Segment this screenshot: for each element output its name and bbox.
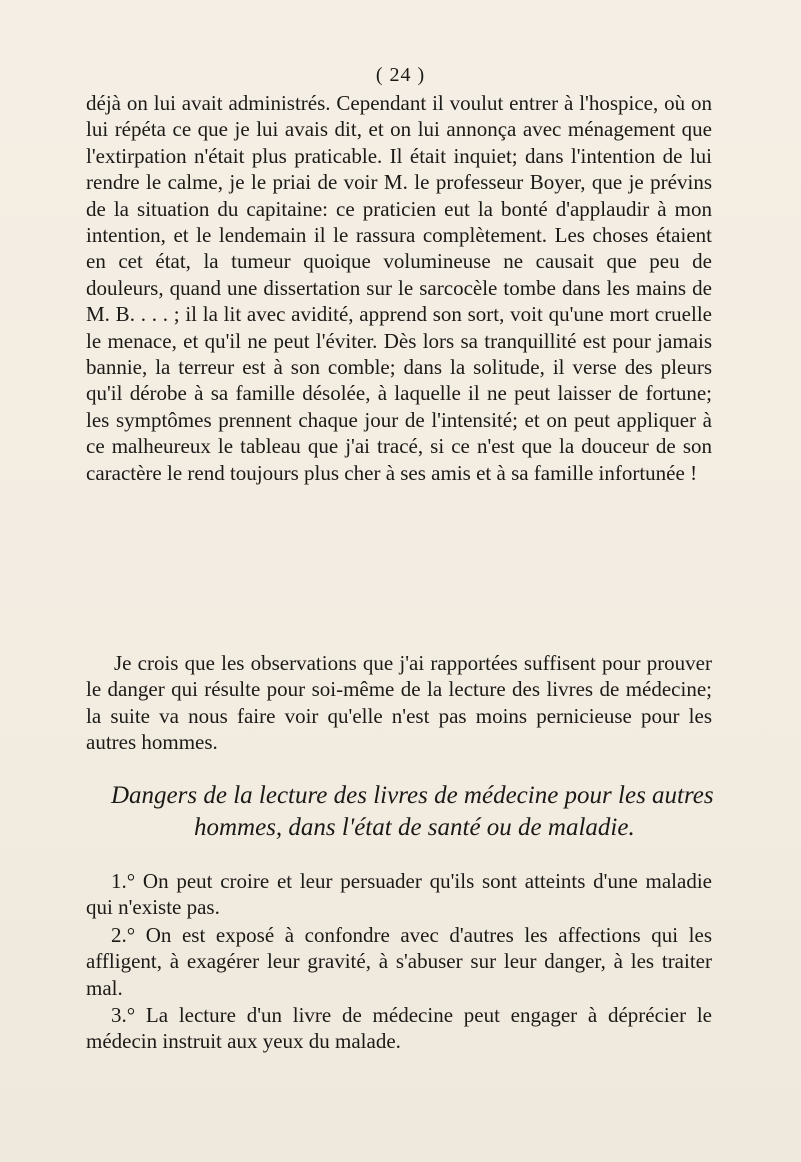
list-item: 2.° On est exposé à confondre avec d'autres les affections qui les affligent, à exagérer leur gravité, à s'abuser sur leur danger, à les traiter mal. — [86, 922, 712, 1000]
body-paragraph-2 — [86, 650, 712, 756]
section-heading-line-1: Dangers de la lecture des livres de médecine pour les autres — [111, 782, 714, 809]
page-number: ( 24 ) — [375, 64, 426, 86]
section-heading — [86, 780, 746, 844]
paragraph-text: déjà on lui avait administrés. Cependant il voulut entrer à l'hospice, où on lui répéta ce que je lui avais dit, et on lui annonça avec ménagement que l'extirpation n'était plus praticable. Il était inquiet; dans l'intention de lui rendre le calme, je le priai de voir M. le professeur Boyer, que je prévins de la situation du capitaine: ce praticien eut la bonté d'applaudir à mon intention, et le lendemain il le rassura complètement. Les choses étaient en cet état, la tumeur quoique volumineuse ne causait que peu de douleurs, quand une dissertation sur le sarcocèle tombe dans les mains de M. B. . . . ; il la lit avec avidité, apprend son sort, voit qu'une mort cruelle le menace, et qu'il ne peut l'éviter. Dès lors sa tranquillité est pour jamais bannie, la terreur est à son comble; dans la solitude, il verse des pleurs qu'il dérobe à sa famille désolée, à laquelle il ne peut laisser de fortune; les symptômes prennent chaque jour de l'intensité; et on peut appliquer à ce malheureux le tableau que j'ai tracé, si ce n'est que la douceur de son caractère le rend toujours plus cher à ses amis et à sa famille infortunée ! — [86, 91, 712, 485]
body-paragraph-1 — [86, 90, 712, 486]
section-heading-line-2: hommes, dans l'état de santé ou de maladie. — [194, 814, 635, 841]
paragraph-text: Je crois que les observations que j'ai rapportées suffisent pour prouver le danger qui résulte pour soi-même de la lecture des livres de médecine; la suite va nous faire voir qu'elle n'est pas moins pernicieuse pour les autres hommes. — [86, 651, 712, 755]
list-item: 1.° On peut croire et leur persuader qu'ils sont atteints d'une maladie qui n'existe pas. — [86, 869, 712, 920]
numbered-list — [86, 868, 712, 1056]
list-item: 3.° La lecture d'un livre de médecine peut engager à déprécier le médecin instruit aux yeux du malade. — [86, 1003, 712, 1054]
